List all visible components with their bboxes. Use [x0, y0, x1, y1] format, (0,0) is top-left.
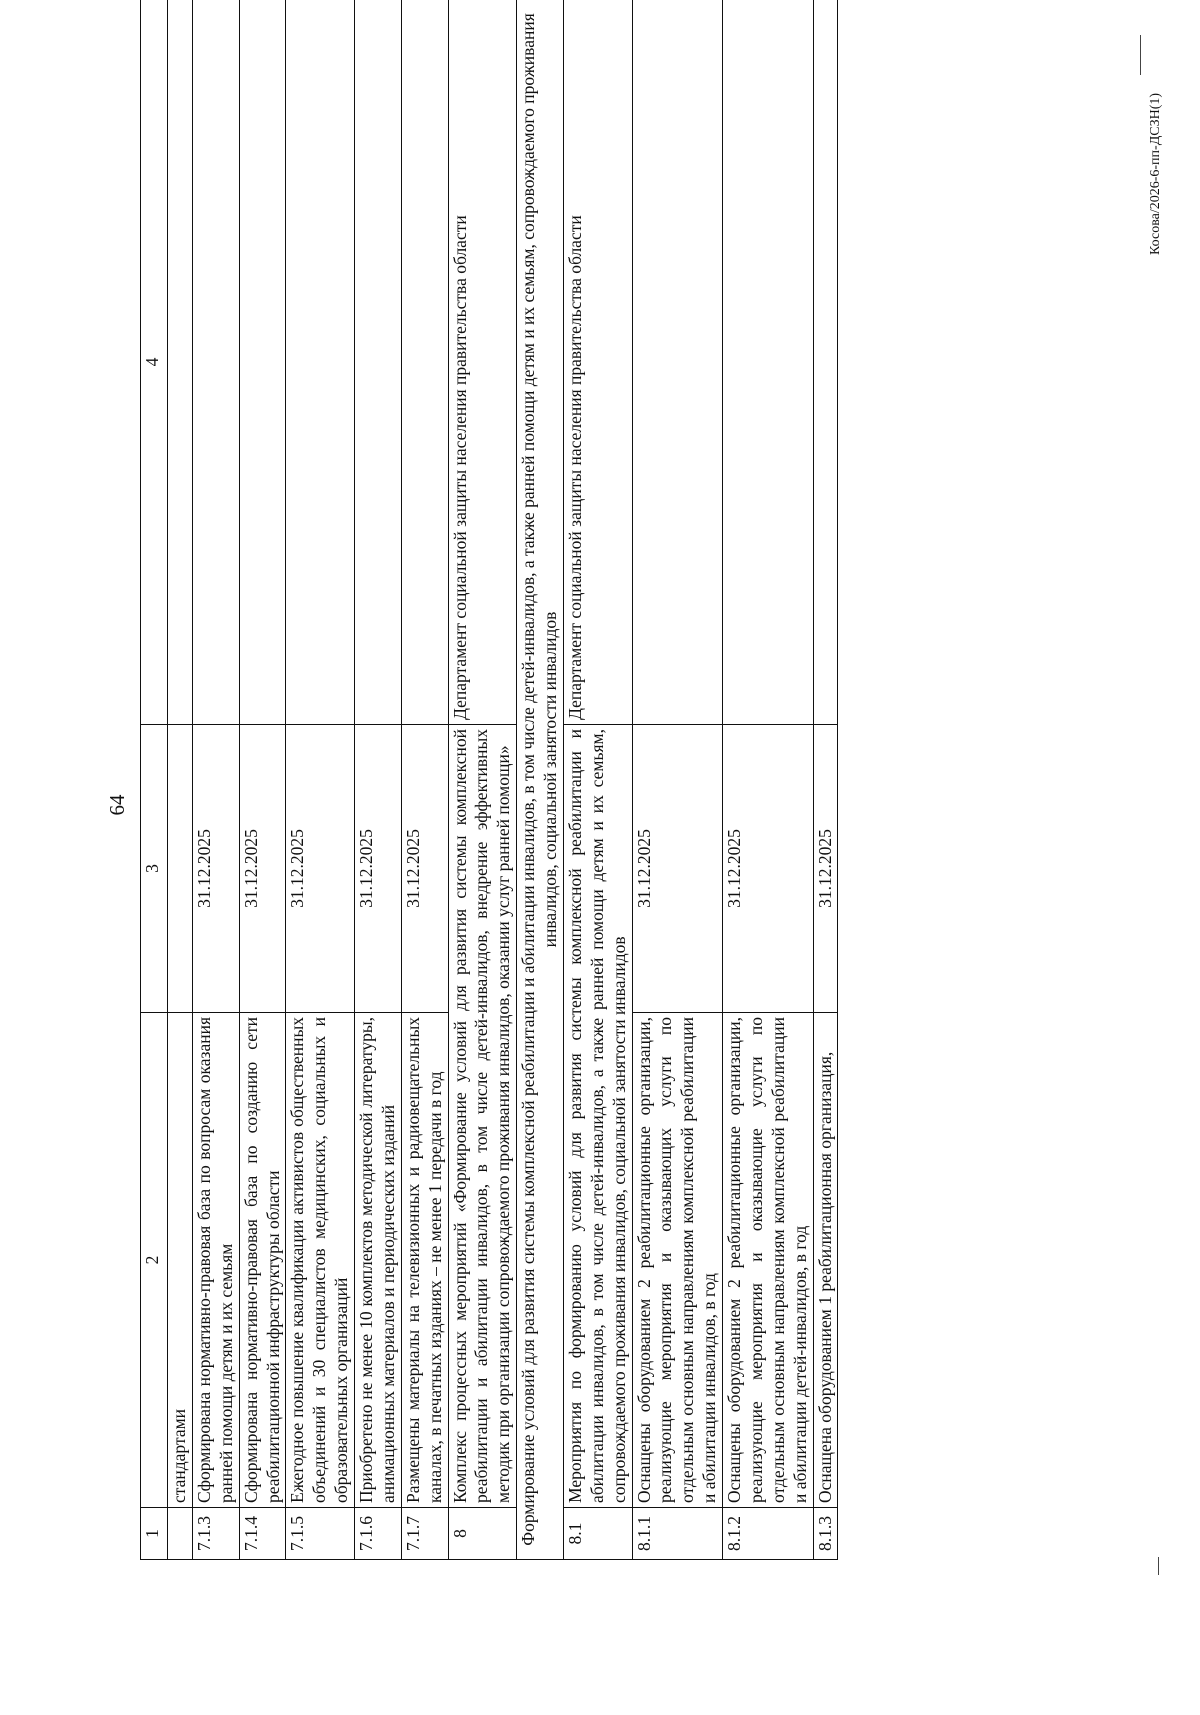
section-title: Формирование условий для развития системы комплексной реабилитации и абилитации инвалидов, в том числе детей-инвалидов, а также ранней помощи детям и их семьям, сопровождаемого проживания инвалидов, социальной занятости инвалидов	[517, 0, 564, 1560]
row-responsible	[355, 0, 402, 725]
row-number	[168, 1508, 193, 1560]
row-number: 8.1	[563, 1508, 632, 1560]
row-responsible	[813, 0, 838, 725]
event-row	[563, 0, 632, 1560]
row-date: 31.12.2025	[239, 725, 286, 1013]
table-row	[632, 0, 723, 1560]
header-cell: 1	[141, 1508, 168, 1560]
page-number: 64	[105, 794, 129, 816]
margin-tick	[1158, 1557, 1159, 1575]
table-row	[813, 0, 838, 1560]
table-row	[192, 0, 239, 1560]
header-cell: 2	[141, 1013, 168, 1508]
row-description: Оснащены оборудованием 2 реабилитационные организации, реализующие мероприятия и оказывающие услуги по отдельным основным направлениям комплексной реабилитации и абилитации детей-инвалидов, в год	[723, 1013, 814, 1508]
row-description: Оснащены оборудованием 2 реабилитационные организации, реализующие мероприятия и оказывающих услуги по отдельным основным направлениям комплексной реабилитации и абилитации инвалидов, в год	[632, 1013, 723, 1508]
table-row	[239, 0, 286, 1560]
row-date: 31.12.2025	[192, 725, 239, 1013]
table-row	[286, 0, 355, 1560]
table-row	[723, 0, 814, 1560]
row-number: 8.1.1	[632, 1508, 723, 1560]
row-number: 7.1.6	[355, 1508, 402, 1560]
row-responsible	[168, 0, 193, 725]
row-number: 7.1.3	[192, 1508, 239, 1560]
section-row	[517, 0, 564, 1560]
row-description: Сформирована нормативно-правовая база по вопросам оказания ранней помощи детям и их семьям	[192, 1013, 239, 1508]
row-date	[168, 725, 193, 1013]
row-responsible	[192, 0, 239, 725]
header-cell: 4	[141, 0, 168, 725]
row-number: 7.1.4	[239, 1508, 286, 1560]
row-responsible	[632, 0, 723, 725]
row-number: 7.1.5	[286, 1508, 355, 1560]
row-description: Ежегодное повышение квалификации активистов общественных объединений и 30 специалистов медицинских, социальных и образовательных организаций	[286, 1013, 355, 1508]
plan-table	[140, 0, 838, 1560]
row-description: Размещены материалы на телевизионных и радиовещательных каналах, в печатных изданиях – не менее 1 передачи в год	[401, 1013, 448, 1508]
row-description: Комплекс процессных мероприятий «Формирование условий для развития системы комплексной реабилитации и абилитации инвалидов, в том числе детей-инвалидов, внедрение эффективных методик при организации сопровождаемого проживания инвалидов, оказании услуг ранней помощи»	[448, 725, 517, 1508]
row-number: 8.1.3	[813, 1508, 838, 1560]
table-row	[401, 0, 448, 1560]
row-description: Приобретено не менее 10 комплектов методической литературы, анимационных материалов и периодических изданий	[355, 1013, 402, 1508]
row-responsible	[286, 0, 355, 725]
row-responsible: Департамент социальной защиты населения правительства области	[448, 0, 517, 725]
row-number: 7.1.7	[401, 1508, 448, 1560]
row-description: Оснащена оборудованием 1 реабилитационная организация,	[813, 1013, 838, 1508]
complex-row	[448, 0, 517, 1560]
table-row	[168, 0, 193, 1560]
row-date: 31.12.2025	[355, 725, 402, 1013]
row-description: Мероприятия по формированию условий для развития системы комплексной реабилитации и абилитации инвалидов, в том числе детей-инвалидов, а также ранней помощи детям и их семьям, сопровождаемого проживания инвалидов, социальной занятости инвалидов	[563, 725, 632, 1508]
row-date: 31.12.2025	[723, 725, 814, 1013]
margin-rule	[1140, 35, 1141, 75]
row-responsible	[239, 0, 286, 725]
document-code: Косова/2026-6-пп-ДСЗН(1)	[1148, 92, 1163, 255]
row-date: 31.12.2025	[286, 725, 355, 1013]
row-date: 31.12.2025	[632, 725, 723, 1013]
row-date: 31.12.2025	[813, 725, 838, 1013]
row-number: 8.1.2	[723, 1508, 814, 1560]
header-cell: 3	[141, 725, 168, 1013]
table-frame	[140, 0, 1062, 1560]
table-header-row	[141, 0, 168, 1560]
row-date: 31.12.2025	[401, 725, 448, 1013]
table-row	[355, 0, 402, 1560]
row-description: Сформирована нормативно-правовая база по созданию сети реабилитационной инфраструктуры области	[239, 1013, 286, 1508]
row-responsible	[723, 0, 814, 725]
row-responsible: Департамент социальной защиты населения правительства области	[563, 0, 632, 725]
row-number: 8	[448, 1508, 517, 1560]
row-description: стандартами	[168, 1013, 193, 1508]
row-responsible	[401, 0, 448, 725]
